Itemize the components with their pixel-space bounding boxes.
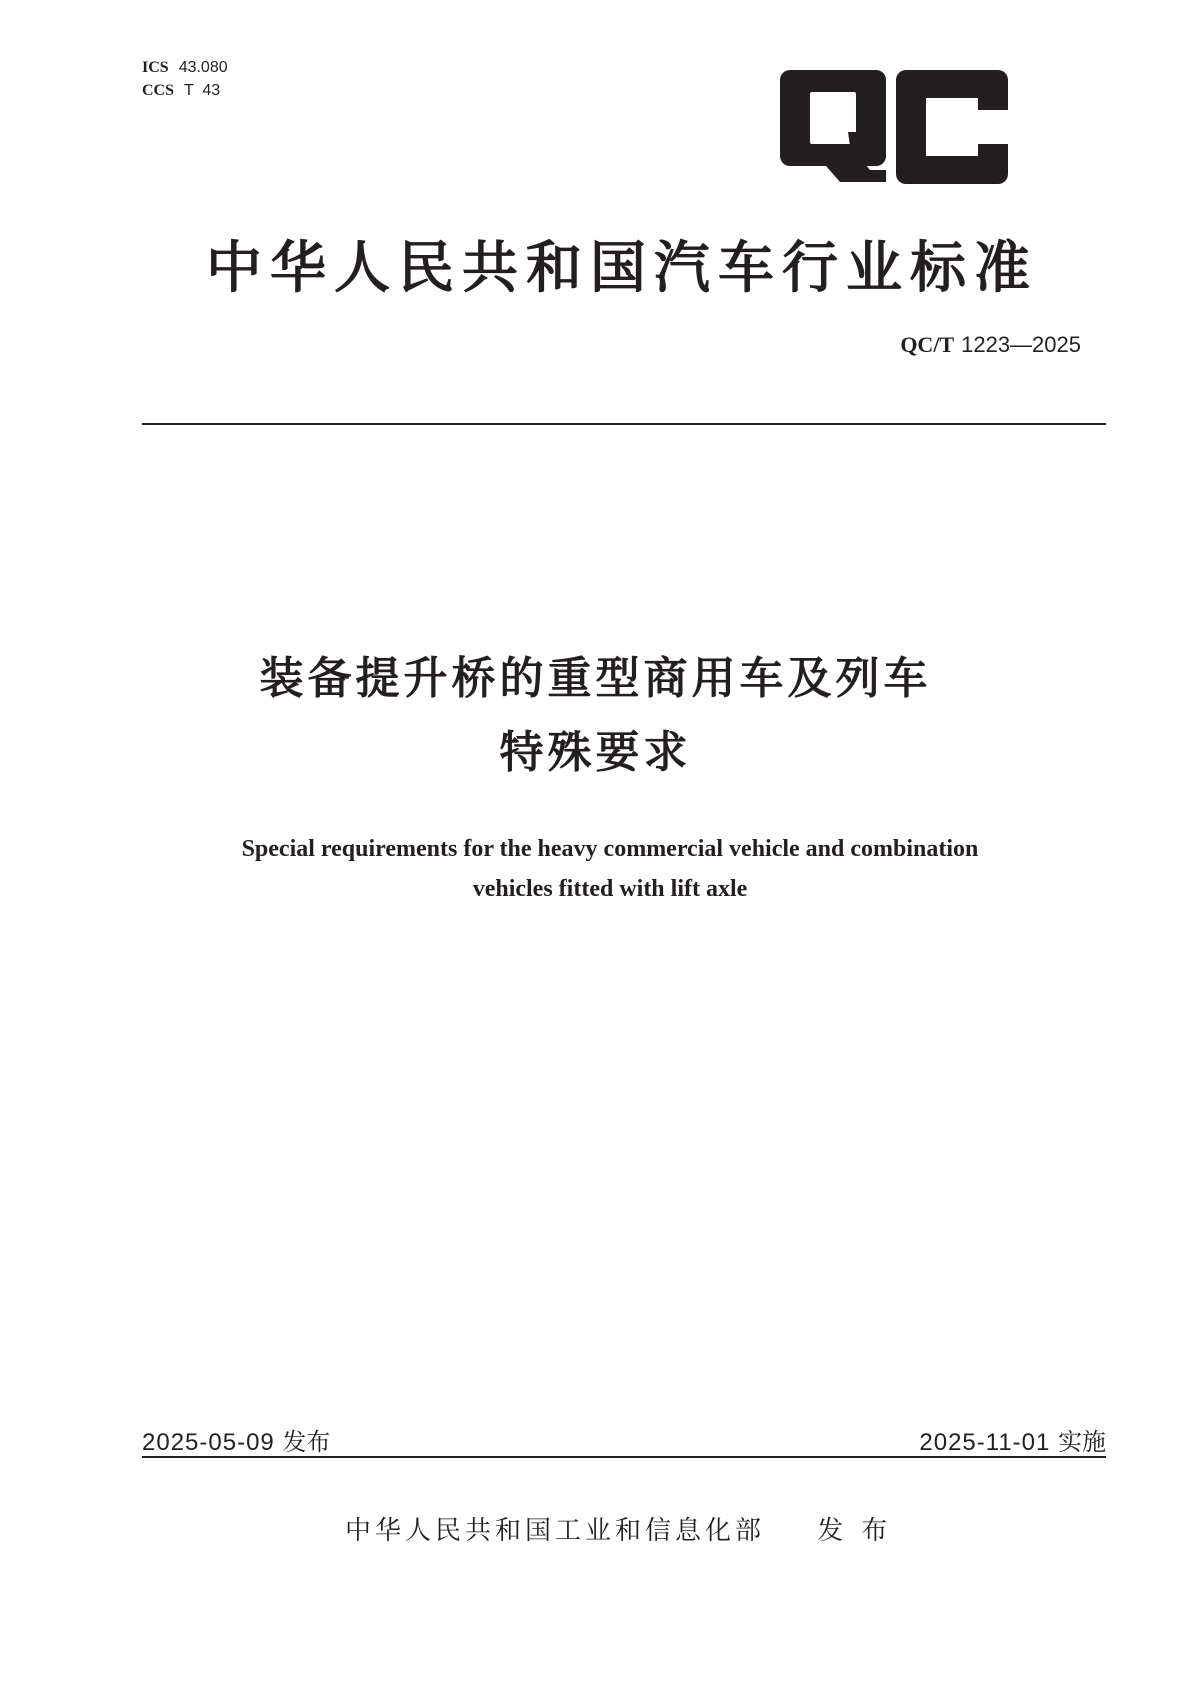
ccs-label: CCS [142, 82, 175, 99]
chinese-title-line2: 特殊要求 [499, 727, 692, 778]
issue-date [142, 1422, 330, 1457]
bottom-divider [142, 1456, 1106, 1458]
standard-number [900, 332, 1081, 358]
qc-logo-q [780, 70, 886, 182]
english-title [0, 829, 1191, 909]
issuer-name: 中华人民共和国工业和信息化部 [345, 1516, 766, 1546]
implementation-date-label: 实施 [1058, 1428, 1106, 1456]
ics-value: 43.080 [178, 59, 228, 76]
qc-logo [780, 70, 1008, 192]
standard-number-prefix: QC/T [900, 332, 955, 357]
issue-date-value: 2025-05-09 [142, 1429, 275, 1456]
classification-codes [142, 56, 228, 102]
standard-number-value: 1223—2025 [961, 332, 1081, 357]
ics-label: ICS [142, 59, 169, 76]
ics-row [142, 56, 228, 79]
standard-category: 中华人民共和国汽车行业标准 [206, 236, 1038, 301]
implementation-date-value: 2025-11-01 [919, 1429, 1051, 1456]
english-title-line1: Special requirements for the heavy commercial vehicle and combination [241, 836, 979, 862]
top-divider [142, 423, 1106, 425]
chinese-title [0, 642, 1191, 790]
issuer-action: 发布 [817, 1516, 906, 1546]
issuing-authority [345, 1510, 905, 1547]
implementation-date [919, 1422, 1106, 1457]
ccs-value: T 43 [184, 82, 221, 99]
english-title-line2: vehicles fitted with lift axle [472, 876, 748, 902]
chinese-title-line1: 装备提升桥的重型商用车及列车 [259, 653, 932, 704]
issue-date-label: 发布 [282, 1428, 331, 1456]
ccs-row [142, 79, 228, 102]
qc-logo-c [896, 70, 1008, 184]
